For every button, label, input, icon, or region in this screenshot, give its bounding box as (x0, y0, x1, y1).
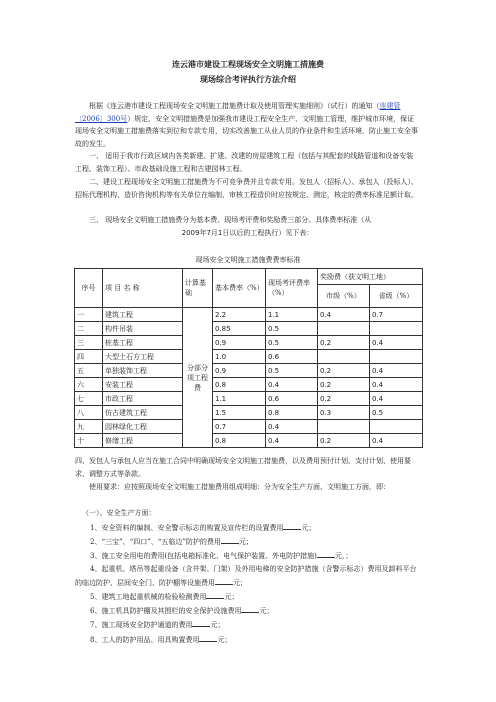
row-city-rate (318, 350, 370, 364)
list-item (90, 521, 315, 534)
row-review-rate: 0.5 (266, 364, 318, 378)
list-item-text: 5、建筑工地起重机械的检验检测费用 (90, 593, 207, 601)
header-item: 项 目 名 称 (103, 269, 183, 308)
basis-cell: 分部分项工程费 (183, 308, 213, 448)
row-name: 园林绿化工程 (103, 420, 183, 434)
list-item (75, 563, 420, 590)
row-seq: 七 (75, 392, 103, 406)
header-reward: 奖励费（获文明工地） (318, 269, 423, 285)
row-base-rate: 0.8 (213, 378, 266, 392)
row-province-rate (370, 350, 423, 364)
row-base-rate: 0.7 (213, 420, 266, 434)
list-item-text: 2、“三宝”、“四口”、“五临边”防护的费用 (90, 538, 221, 546)
table-row (75, 364, 423, 378)
table-row (75, 392, 423, 406)
row-base-rate: 0.9 (213, 336, 266, 350)
list-item-unit: 元； (238, 538, 253, 546)
row-name: 建筑工程 (103, 308, 183, 322)
list-item-suffix: 费用 (269, 524, 284, 532)
table-row (75, 350, 423, 364)
row-province-rate: 0.4 (370, 434, 423, 448)
list-item-unit: 元； (233, 579, 247, 587)
paragraph-1: 一、 适用于我市行政区域内各类新建、扩建、改建的房屋建筑工程（包括与其配套的线路管道和设备安装工程、装饰工程）、市政基础设施工程和古建园林工程。 (75, 152, 414, 173)
fill-blank[interactable] (241, 604, 259, 613)
fill-blank[interactable] (215, 576, 233, 585)
row-review-rate: 0.6 (266, 392, 318, 406)
paragraph-5: 使用要求：应按照现场安全文明施工措施费用组成明细：分为安全生产方面、文明施工方面，即： (89, 483, 390, 491)
list-item-text: 7、施工现场安全防护通道的费用 (90, 621, 193, 629)
table-row (75, 406, 423, 420)
row-province-rate: 0.5 (370, 406, 423, 420)
fill-blank[interactable] (283, 521, 301, 530)
row-city-rate (318, 322, 370, 336)
fill-blank[interactable] (199, 633, 217, 642)
fill-blank[interactable] (221, 535, 239, 544)
row-review-rate: 0.8 (266, 406, 318, 420)
header-basis: 计算基础 (183, 269, 213, 308)
row-review-rate: 0.4 (266, 434, 318, 448)
list-item-text: 3、施工安全用电的费用(包括电箱标准化、电气保护装置、外电防护措施) (90, 552, 317, 560)
row-city-rate: 0.4 (318, 308, 370, 322)
fill-blank[interactable] (192, 618, 210, 627)
paragraph-3a: 三、 现场安全文明施工措施费分为基本费、现场考评费和奖励费三部分。具体费率标准（从 (89, 216, 372, 224)
list-item-text: 6、施工机具防护棚及其围栏的安全保护设施费用 (90, 607, 242, 615)
paragraph-2: 二、建设工程现场安全文明施工措施费为不可竞争费并且专款专用。发包人（招标人）、承包人（投标人）、招标代理机构、造价咨询机构等有关单位在编制、审核工程造价时应按规定、测定，核定的费率标准足额计取。 (75, 178, 418, 199)
list-item (90, 633, 231, 646)
list-item-unit: 元； (301, 524, 316, 532)
paragraph-4: 四、发包人与承包人应当在施工合同中明确现场安全文明施工措施费，以及费用预付计划、支付计划、使用要求、调整方式等条款。 (75, 457, 411, 478)
list-item-text: 8、工人的防护用品、用具购置费用 (90, 636, 200, 644)
row-name: 大型土石方工程 (103, 350, 183, 364)
row-seq: 六 (75, 378, 103, 392)
intro-post: ）规定，安全文明措施费是加强我市建设工程安全生产、文明施工管理，维护城市环境，保证现场安全文明施工措施费落实到位和专款专用，切实改善施工从业人员的作业条件和生活环境，防止施工安全事故的发生。 (75, 114, 418, 148)
row-review-rate: 0.5 (266, 336, 318, 350)
table-caption: 现场安全文明施工措施费费率标准 (195, 256, 301, 264)
row-seq: 二 (75, 322, 103, 336)
list-item-unit: 元，； (334, 552, 353, 560)
doc-subtitle: 现场综合考评执行方法介绍 (200, 74, 296, 84)
row-city-rate: 0.2 (318, 392, 370, 406)
doc-title: 连云港市建设工程现场安全文明施工措施费 (172, 59, 324, 69)
row-province-rate: 0.4 (370, 364, 423, 378)
row-base-rate: 0.9 (213, 364, 266, 378)
list-item (90, 618, 224, 631)
table-row (75, 322, 423, 336)
row-base-rate: 0.8 (213, 434, 266, 448)
list-item-unit: 元； (224, 593, 239, 601)
row-name: 构件吊装 (103, 322, 183, 336)
paragraph-3b: 2009年7月1日以后的工程执行）见下表： (181, 229, 314, 237)
row-province-rate: 0.4 (370, 392, 423, 406)
regulation-link[interactable]: 连建管〔2006〕300号 (75, 102, 401, 123)
intro-paragraph (75, 100, 420, 150)
list-item-unit: 元； (217, 636, 232, 644)
row-base-rate: 1.0 (213, 350, 266, 364)
fill-blank[interactable] (317, 549, 335, 558)
list-item-unit: 元； (210, 621, 225, 629)
table-row (75, 420, 423, 434)
row-seq: 一 (75, 308, 103, 322)
list-item (90, 604, 273, 617)
header-review-rate: 现场考评费率（%） (266, 269, 318, 308)
row-seq: 四 (75, 350, 103, 364)
header-city: 市级（%） (318, 285, 370, 308)
list-item-unit: 元； (259, 607, 274, 615)
row-city-rate: 0.2 (318, 336, 370, 350)
row-city-rate (318, 420, 370, 434)
list-item-text: 1、安全资料的编制、安全警示标志的购置及宣传栏的设置 (90, 524, 270, 532)
row-name: 单独装饰工程 (103, 364, 183, 378)
row-name: 桩基工程 (103, 336, 183, 350)
row-review-rate: 0.4 (266, 420, 318, 434)
list-item (90, 535, 253, 548)
fill-blank[interactable] (206, 590, 224, 599)
table-row (75, 336, 423, 350)
row-base-rate: 1.5 (213, 406, 266, 420)
table-row (75, 308, 423, 322)
row-name: 仿古建筑工程 (103, 406, 183, 420)
row-name: 安装工程 (103, 378, 183, 392)
list-item (90, 549, 352, 562)
row-province-rate (370, 322, 423, 336)
row-province-rate: 0.4 (370, 336, 423, 350)
header-base-rate: 基本费率（%） (213, 269, 266, 308)
row-city-rate: 0.3 (318, 406, 370, 420)
row-review-rate: 0.5 (266, 322, 318, 336)
row-seq: 十 (75, 434, 103, 448)
row-seq: 八 (75, 406, 103, 420)
row-review-rate: 1.1 (266, 308, 318, 322)
row-province-rate: 0.7 (370, 308, 423, 322)
row-name: 修缮工程 (103, 434, 183, 448)
row-review-rate: 0.4 (266, 378, 318, 392)
header-province: 省级（%） (370, 285, 423, 308)
header-seq: 序号 (75, 269, 103, 308)
row-city-rate: 0.2 (318, 434, 370, 448)
row-seq: 九 (75, 420, 103, 434)
row-name: 市政工程 (103, 392, 183, 406)
row-base-rate: 0.85 (213, 322, 266, 336)
row-province-rate: 0.4 (370, 378, 423, 392)
row-seq: 三 (75, 336, 103, 350)
row-base-rate: 1.1 (213, 392, 266, 406)
row-base-rate: 2.2 (213, 308, 266, 322)
list-title: （一）、安全生产方面： (82, 509, 156, 517)
fee-table-body (75, 308, 423, 448)
list-item (90, 590, 238, 603)
fee-rate-table (74, 268, 423, 448)
row-city-rate: 0.2 (318, 364, 370, 378)
row-seq: 五 (75, 364, 103, 378)
row-city-rate: 0.2 (318, 378, 370, 392)
row-province-rate (370, 420, 423, 434)
table-row (75, 434, 423, 448)
table-row (75, 378, 423, 392)
row-review-rate: 0.6 (266, 350, 318, 364)
intro-pre: 根据《连云港市建设工程现场安全文明施工措施费计取及使用管理实施细则》（试行）的通知（ (89, 102, 380, 110)
list-item-text: 4、起重机、塔吊等起重设备（含井架、门架）及外用电梯的安全防护措施（含警示标志）费用及卸料平台的临边防护、层间安全门、防护棚等设施费用 (75, 565, 417, 587)
